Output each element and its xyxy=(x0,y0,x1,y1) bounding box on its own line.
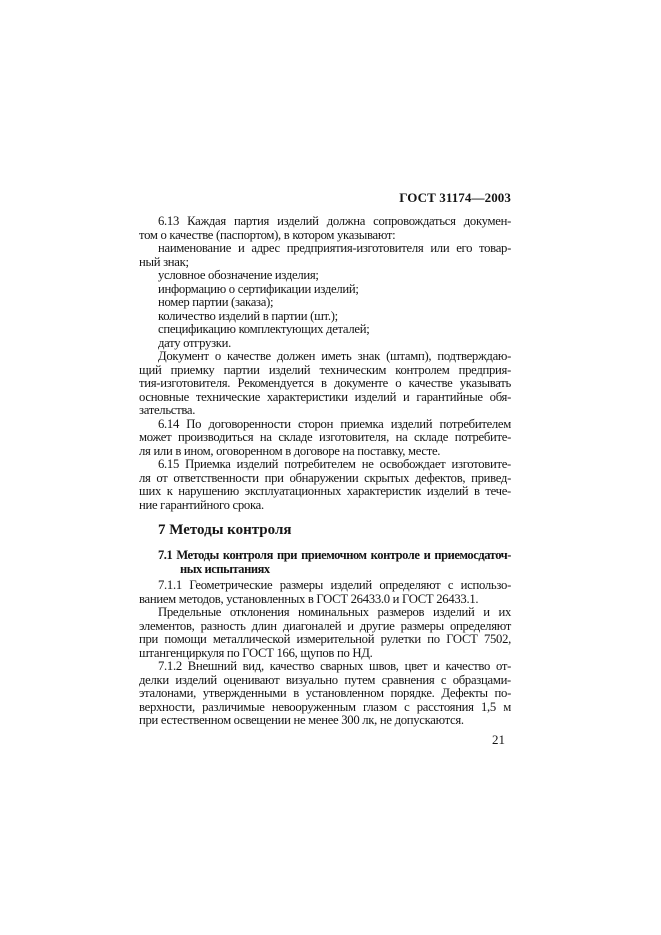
text-line: ля от ответственности при обнаружении скрытых дефектов, привед- xyxy=(139,470,511,485)
paragraph xyxy=(139,660,511,728)
text-line: штангенциркуля по ГОСТ 166, щупов по НД. xyxy=(139,645,373,660)
text-line: номер партии (заказа); xyxy=(158,295,274,309)
text-line: наименование и адрес предприятия-изготовителя или его товар- xyxy=(158,241,511,255)
text-line: эталонами, утвержденными в установленном порядке. Дефекты по- xyxy=(139,686,511,700)
paragraph xyxy=(139,283,511,297)
text-line: при естественном освещении не менее 300 лк, не допускаются. xyxy=(139,713,464,727)
paragraph xyxy=(139,242,511,269)
section-heading xyxy=(139,522,511,538)
text-line: ный знак; xyxy=(139,254,189,269)
text-line: Документ о качестве должен иметь знак (штамп), подтверждаю- xyxy=(158,349,511,363)
text-line: при помощи металлической измерительной рулетки по ГОСТ 7502, xyxy=(139,632,511,646)
subsection-heading xyxy=(139,548,511,576)
paragraph xyxy=(139,606,511,660)
paragraph xyxy=(139,310,511,324)
document-body xyxy=(139,215,511,728)
text-block xyxy=(139,191,511,747)
text-line: основные технические характеристики изделий и гарантийные обя- xyxy=(139,389,511,404)
text-line: ванием методов, установленных в ГОСТ 26433.0 и ГОСТ 26433.1. xyxy=(139,591,479,606)
paragraph xyxy=(139,296,511,310)
text-line: том о качестве (паспортом), в котором указывают: xyxy=(139,227,396,242)
text-line: 7 Методы контроля xyxy=(158,522,292,538)
text-line: 7.1 Методы контроля при приемочном контроле и приемосдаточ- xyxy=(158,548,511,562)
text-line: зательства. xyxy=(139,403,196,417)
text-line: дату отгрузки. xyxy=(158,335,232,350)
document-code-header: ГОСТ 31174—2003 xyxy=(399,190,511,205)
text-line: верхности, различимые невооруженным глазом с расстояния 1,5 м xyxy=(139,699,511,714)
text-line: 7.1.2 Внешний вид, качество сварных швов, цвет и качество от- xyxy=(158,659,511,673)
text-line: 6.13 Каждая партия изделий должна сопровождаться докумен- xyxy=(158,214,511,228)
text-line: ние гарантийного срока. xyxy=(139,497,264,512)
text-line: ных испытаниях xyxy=(180,562,270,576)
text-line: условное обозначение изделия; xyxy=(158,268,319,282)
text-line: информацию о сертификации изделий; xyxy=(158,281,359,296)
text-line: щий приемку партии изделий техническим контролем предприя- xyxy=(139,362,511,377)
paragraph xyxy=(139,579,511,606)
paragraph xyxy=(139,215,511,242)
text-line: спецификацию комплектующих деталей; xyxy=(158,322,370,336)
page-number: 21 xyxy=(492,731,505,747)
text-line: элементов, разность длин диагоналей и другие размеры определяют xyxy=(139,618,511,633)
text-line: ших к нарушению эксплуатационных характеристик изделий в тече- xyxy=(139,484,511,498)
paragraph xyxy=(139,418,511,459)
text-line: ля или в ином, оговоренном в договоре на поставку, месте. xyxy=(139,443,441,458)
text-line: Предельные отклонения номинальных размеров изделий и их xyxy=(158,605,511,619)
text-line: 7.1.1 Геометрические размеры изделий определяют с использо- xyxy=(158,578,511,592)
text-line: тия-изготовителя. Рекомендуется в документе о качестве указывать xyxy=(139,376,511,390)
text-line: 6.15 Приемка изделий потребителем не освобождает изготовите- xyxy=(158,457,511,471)
paragraph xyxy=(139,458,511,512)
text-line: количество изделий в партии (шт.); xyxy=(158,308,338,323)
text-line: может производиться на складе изготовителя, на складе потребите- xyxy=(139,430,511,444)
paragraph xyxy=(139,269,511,283)
paragraph xyxy=(139,337,511,351)
paragraph xyxy=(139,323,511,337)
text-line: 6.14 По договоренности сторон приемка изделий потребителем xyxy=(158,416,511,431)
text-line: делки изделий оценивают визуально путем сравнения с образцами- xyxy=(139,672,511,687)
paragraph xyxy=(139,350,511,418)
